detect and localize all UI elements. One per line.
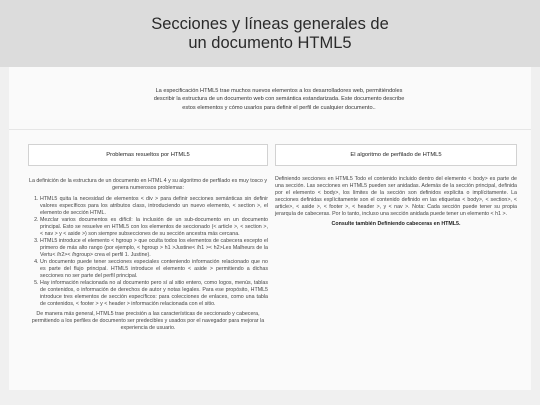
page-header: [0, 0, 540, 67]
list-item: 1. HTML5 quita la necesidad de elementos < div > para definir secciones semánticas sin definir valores específicos para los atributos class, introduciendo un nuevo elemento, < section >, el elemento de sección HTML.: [40, 196, 268, 217]
section-divider: [9, 129, 531, 130]
see-also-link[interactable]: Consulte también Definiendo cabeceras en HTML5.: [331, 221, 461, 228]
algorithm-heading: El algoritmo de perfilado de HTML5: [350, 152, 442, 158]
problems-heading: Problemas resueltos por HTML5: [106, 152, 190, 158]
problems-closing: De manera más general, HTML5 trae precisión a las características de seccionado y cabecera, permitiendo a los perfiles de documento ser predecibles y usados por el navegador para mejorar la experiencia de usuario.: [31, 310, 265, 331]
page-title: Secciones y líneas generales de un documento HTML5: [151, 14, 389, 52]
list-item: 3. HTML5 introduce el elemento < hgroup > que oculta todos los elementos de cabecera excepto el primero de más alto rango (por ejemplo, < hgroup > h1 >Justine< /h1 >< h2>Les Malheurs de la Vertu< /h2>< /hgroup> crea el perfil 1. Justine).: [40, 238, 268, 259]
problems-heading-box: [28, 144, 268, 166]
problems-lead: La definición de la estructura de un documento en HTML 4 y su algoritmo de perfilado es muy tosco y genera numerosos problemas:: [29, 178, 267, 191]
left-column: [28, 144, 268, 337]
list-item: 2. Mezclar varios documentos es difícil: la inclusión de un sub-documento en un documento principal. Esto se resuelve en HTML5 con los elementos de seccionado (< article >, < section >, < nav > y < aside >) son siempre subsecciones de su sección ancestra más cercana.: [40, 217, 268, 238]
algorithm-text: Definiendo secciones en HTML5 Todo el contenido incluido dentro del elemento < body> es parte de una sección. Las secciones en HTML5 pueden ser anidadas. Además de la sección principal, definida por el elemento < body>, los límites de la sección son definidos explícita o implícitamente. La secciones definidas explícitamente son el contenido definido en las etiquetas < body>, < section>, < article>, < aside >, < footer >, < header >, y < nav >. Nota: Cada sección puede tener su propia jerarquía de cabeceras. Por lo tanto, incluso una sección anidada puede tener un elemento < h1 >.: [275, 176, 517, 217]
algorithm-heading-box: [275, 144, 517, 166]
list-item: 5. Hay información relacionada no al documento pero sí al sitio entero, como logos, menús, tablas de contenidos, o información de derechos de autor y notas legales. Para ese propósito, HTML5 introduce tres elementos de sección específicos: para colecciones de enlaces, como una tabla de contenidos, < footer > y < header > información relacionada con el sitio.: [40, 280, 268, 308]
problems-list: [28, 196, 268, 308]
right-column: [275, 144, 517, 227]
list-item: 4. Un documento puede tener secciones especiales conteniendo información relacionado que no es parte del flujo principal. HTML5 introduce el elemento < aside > permitiendo a dichas secciones no ser parte del perfil principal.: [40, 259, 268, 280]
content-area: [9, 67, 531, 390]
intro-paragraph: La especificación HTML5 trae muchos nuevos elementos a los desarrolladores web, permitiéndoles describir la estructura de un documento web con semántica estandarizada. Este documento describe estos elementos y cómo usarlos para definir el perfil de cualquier documento..: [153, 87, 405, 112]
